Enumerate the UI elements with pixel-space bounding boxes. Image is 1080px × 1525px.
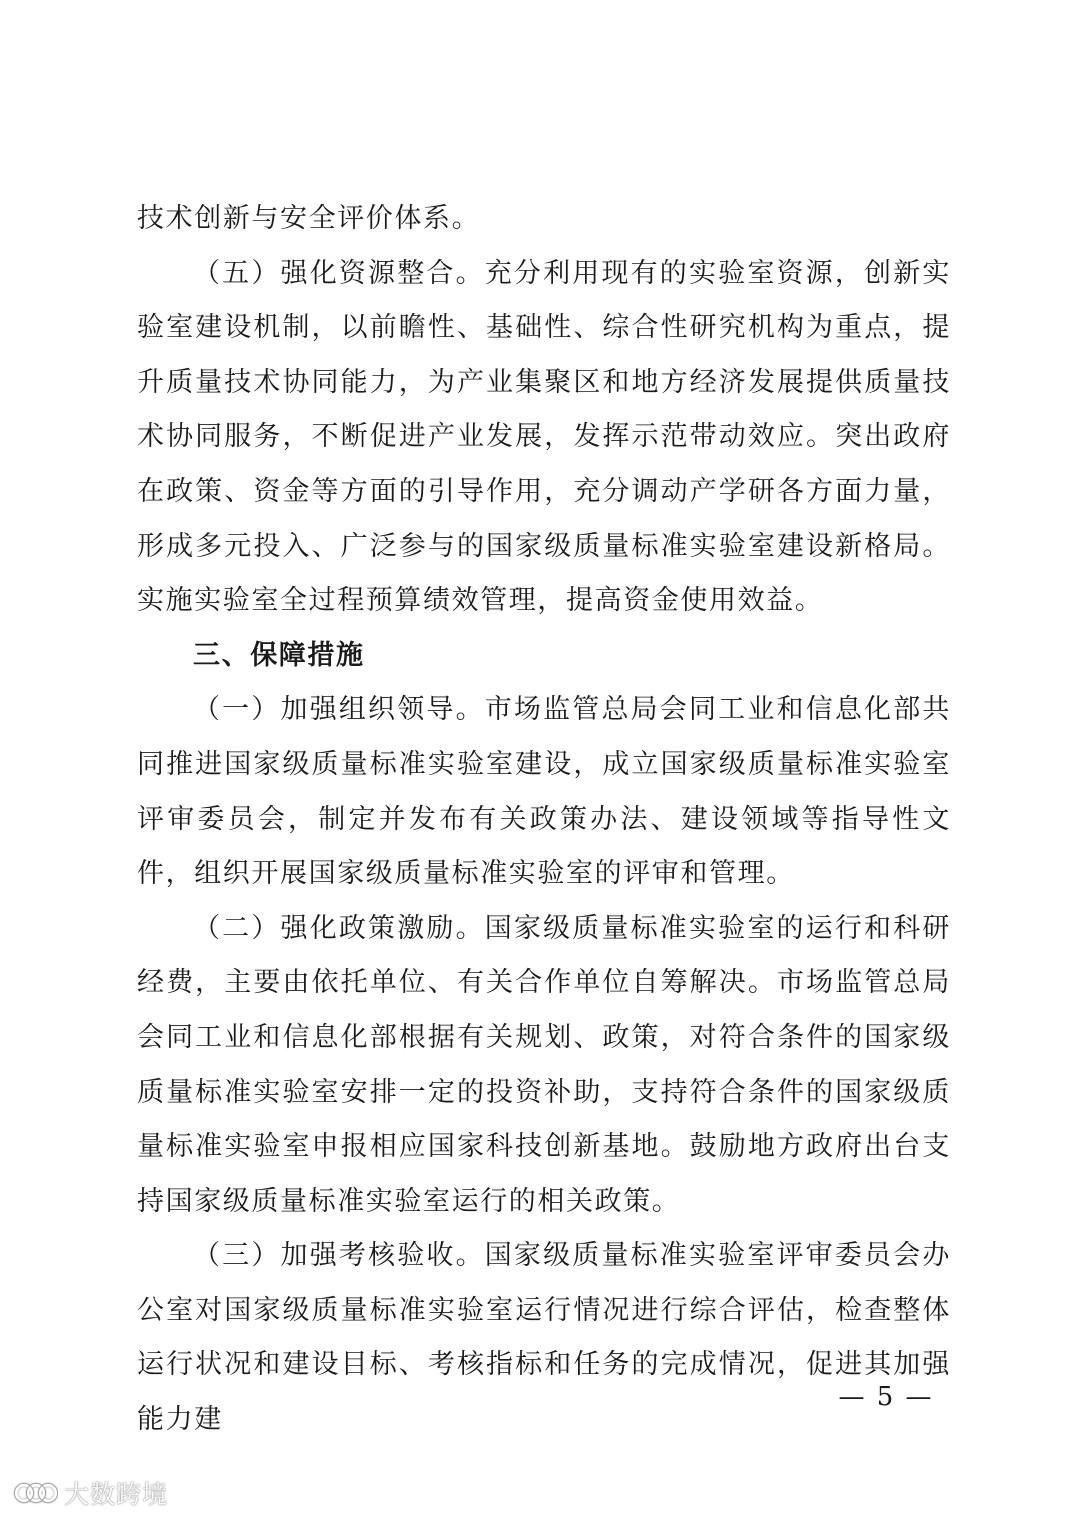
paragraph-strengthen-assessment-acceptance: （三）加强考核验收。国家级质量标准实验室评审委员会办公室对国家级质量标准实验室运行情况进行综合评估，检查整体运行状况和建设目标、考核指标和任务的完成情况，促进其加强能力建 [137, 1240, 951, 1436]
brand-logo-icon [12, 1475, 58, 1511]
paragraph-strengthen-organizational-leadership: （一）加强组织领导。市场监管总局会同工业和信息化部共同推进国家级质量标准实验室建设，成立国家级质量标准实验室评审委员会，制定并发布有关政策办法、建设领域等指导性文件，组织开展国家级质量标准实验室的评审和管理。 [137, 694, 951, 890]
paragraph-strengthen-resource-integration: （五）强化资源整合。充分利用现有的实验室资源，创新实验室建设机制，以前瞻性、基础性、综合性研究机构为重点，提升质量技术协同能力，为产业集聚区和地方经济发展提供质量技术协同服务，不断促进产业发展，发挥示范带动效应。突出政府在政策、资金等方面的引导作用，充分调动产学研各方面力量，形成多元投入、广泛参与的国家级质量标准实验室建设新格局。实施实验室全过程预算绩效管理，提高资金使用效益。 [137, 257, 951, 617]
watermark-text: 大数跨境 [64, 1480, 169, 1509]
paragraph-strengthen-policy-incentives: （二）强化政策激励。国家级质量标准实验室的运行和科研经费，主要由依托单位、有关合作单位自筹解决。市场监管总局会同工业和信息化部根据有关规划、政策，对符合条件的国家级质量标准实验室安排一定的投资补助，支持符合条件的国家级质量标准实验室申报相应国家科技创新基地。鼓励地方政府出台支持国家级质量标准实验室运行的相关政策。 [137, 912, 951, 1217]
page-number: — 5 — [838, 1382, 934, 1412]
paragraph-continuation: 技术创新与安全评价体系。 [137, 203, 481, 234]
watermark [12, 1473, 168, 1513]
section-heading-safeguard-measures: 三、保障措施 [193, 639, 365, 671]
document-body [137, 192, 951, 1448]
